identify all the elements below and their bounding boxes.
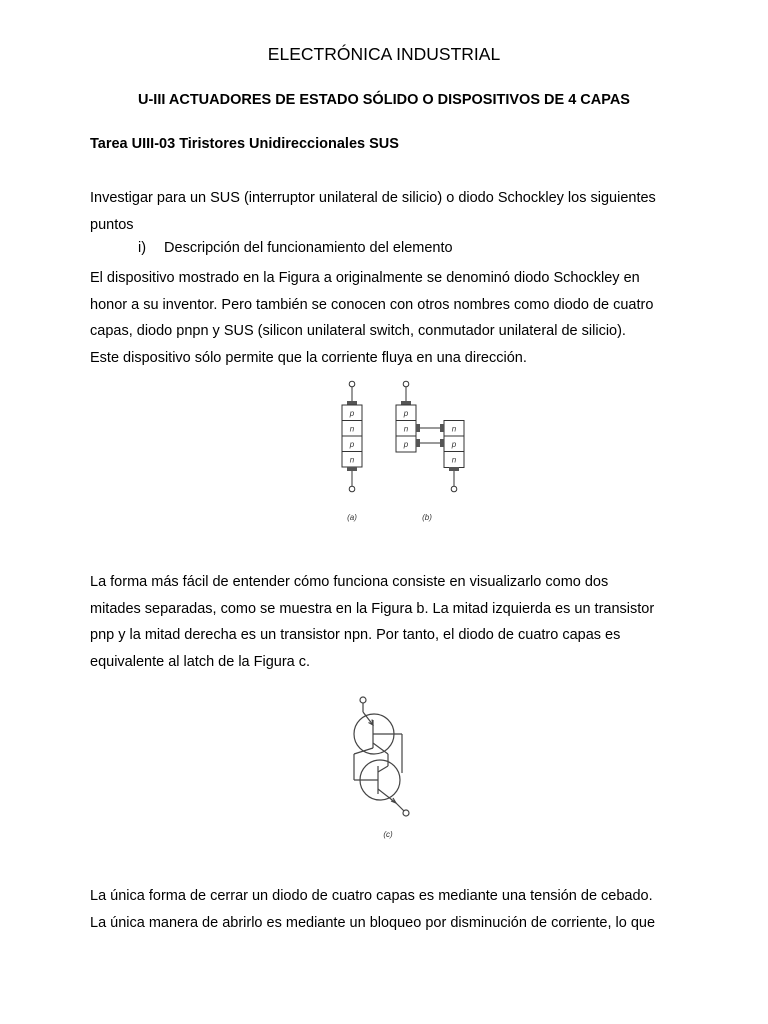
figure-caption-b: (b) (422, 513, 432, 522)
text-line: capas, diodo pnpn y SUS (silicon unilateral switch, conmutador unilateral de silicio). (90, 323, 626, 340)
layer-label: p (403, 409, 409, 418)
latch-circuit-figure (340, 690, 430, 845)
text-line: Investigar para un SUS (interruptor unilateral de silicio) o diodo Schockley los siguientes (90, 190, 656, 206)
text-line: equivalente al latch de la Figura c. (90, 653, 311, 670)
layer-label: p (403, 440, 409, 449)
terminal-circle (403, 810, 409, 816)
text-line: puntos (90, 216, 134, 233)
list-number: i) (138, 240, 147, 256)
text-line: honor a su inventor. Pero también se conocen con otros nombres como diodo de cuatro (90, 296, 654, 313)
explanation-paragraph (90, 569, 690, 675)
terminal-circle (360, 697, 366, 703)
terminal-circle (349, 486, 355, 492)
text-line: La única manera de abrirlo es mediante un bloqueo por disminución de corriente, lo que (90, 914, 656, 931)
intro-paragraph (90, 185, 690, 238)
document-title: ELECTRÓNICA INDUSTRIAL (267, 44, 501, 64)
list-text: Descripción del funcionamiento del elemento (164, 240, 453, 256)
layer-label: p (349, 440, 355, 449)
text-line: La única forma de cerrar un diodo de cuatro capas es mediante una tensión de cebado. (90, 888, 653, 904)
four-layer-diode-figure (320, 375, 480, 530)
layer-label: p (349, 409, 355, 418)
layer-label: n (349, 455, 355, 465)
figure-caption-a: (a) (347, 513, 357, 522)
text-line: mitades separadas, como se muestra en la Figura b. La mitad izquierda es un transistor (90, 600, 655, 617)
layer-label: n (451, 455, 457, 465)
unit-subtitle: U-III ACTUADORES DE ESTADO SÓLIDO O DISPOSITIVOS DE 4 CAPAS (138, 92, 630, 108)
text-line: Este dispositivo sólo permite que la corriente fluya en una dirección. (90, 349, 527, 366)
layer-label: n (349, 424, 355, 434)
text-line: El dispositivo mostrado en la Figura a originalmente se denominó diodo Schockley en (90, 270, 640, 286)
task-heading: Tarea UIII-03 Tiristores Unidireccionales SUS (90, 136, 399, 152)
text-line: La forma más fácil de entender cómo funciona consiste en visualizarlo como dos (90, 574, 609, 590)
trigger-paragraph (90, 883, 690, 936)
terminal-circle (349, 381, 355, 387)
terminal-circle (403, 381, 409, 387)
layer-label: n (403, 424, 409, 434)
terminal-circle (451, 486, 457, 492)
figure-caption-c: (c) (383, 830, 393, 839)
list-item (138, 240, 453, 256)
text-line: pnp y la mitad derecha es un transistor npn. Por tanto, el diodo de cuatro capas es (90, 627, 621, 644)
layer-label: p (451, 440, 457, 449)
layer-label: n (451, 424, 457, 434)
description-paragraph (90, 265, 690, 371)
